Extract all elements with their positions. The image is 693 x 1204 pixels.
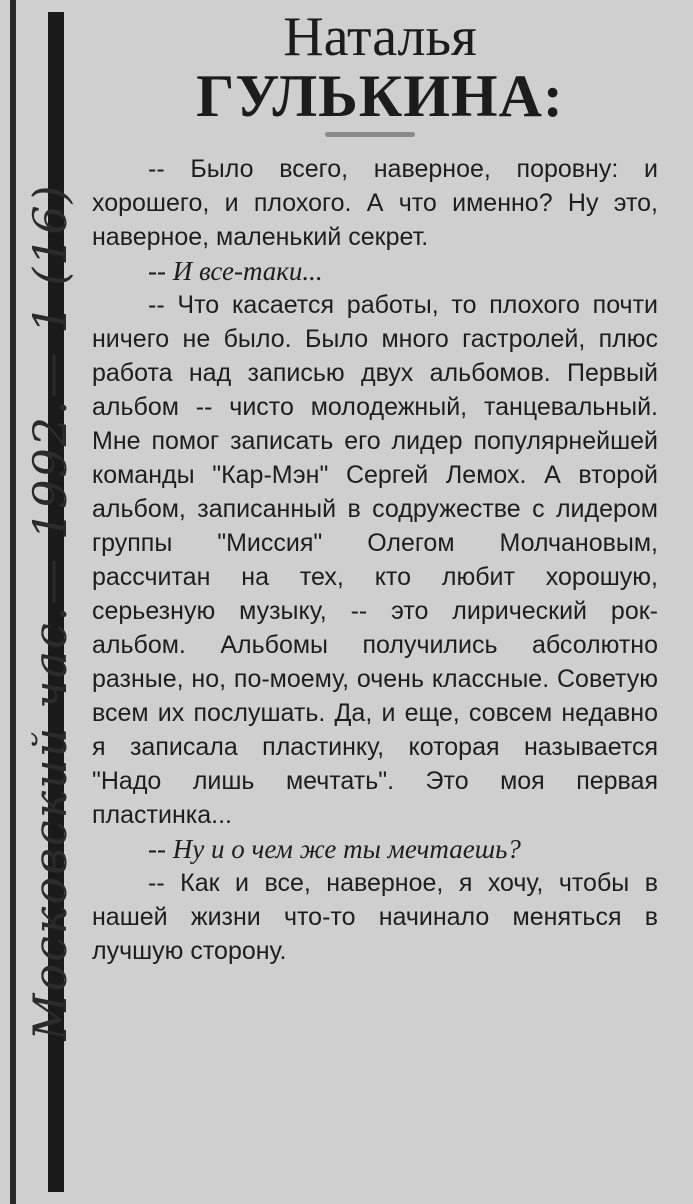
answer-paragraph: -- Как и все, наверное, я хочу, чтобы в нашей жизни что-то начинало меняться в лучшую сторону. [92, 869, 658, 965]
title-first-name: Наталья [283, 6, 477, 68]
article-body [92, 152, 658, 968]
answer-paragraph: -- Было всего, наверное, поровну: и хорошего, и плохого. А что именно? Ну это, наверное, маленький секрет. [92, 155, 658, 251]
question-paragraph: -- Ну и о чем же ты мечтаешь? [148, 834, 521, 864]
question-paragraph: -- И все-таки... [148, 256, 323, 286]
title-ornament [325, 132, 415, 137]
title-last-name: ГУЛЬКИНА: [196, 63, 564, 129]
handwritten-source-note: Московский час.— 1992.— 1 (16) [23, 183, 77, 1041]
left-thin-rule [10, 0, 16, 1204]
article-title [80, 6, 680, 129]
answer-paragraph: -- Что касается работы, то плохого почти ничего не было. Было много гастролей, плюс работа над записью двух альбомов. Первый альбом -- чисто молодежный, танцевальный. Мне помог записать его лидер популярнейшей команды "Кар-Мэн" Сергей Лемох. А второй альбом, записанный в содружестве с лидером группы "Миссия" Олегом Молчановым, рассчитан на тех, кто любит хорошую, серьезную музыку, -- это лирический рок-альбом. Альбомы получились абсолютно разные, но, по-моему, очень классные. Советую всем их послушать. Да, и еще, совсем недавно я записала пластинку, которая называется "Надо лишь мечтать". Это моя первая пластинка... [92, 291, 658, 829]
